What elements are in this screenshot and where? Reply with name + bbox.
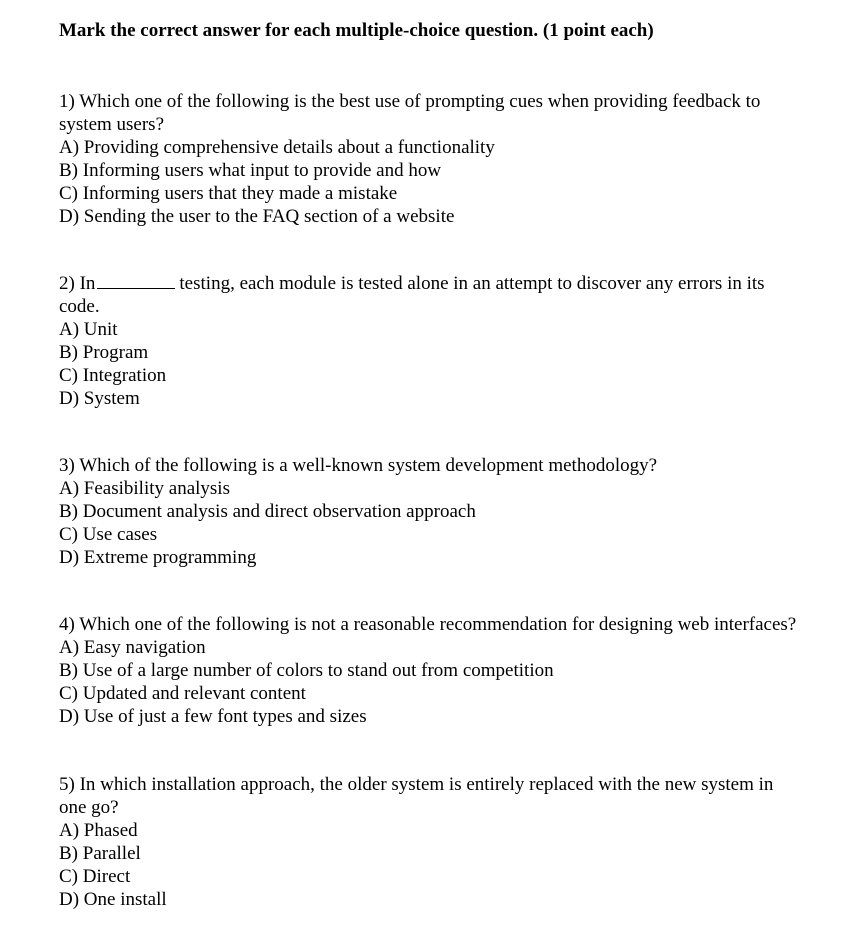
question-4-option-d[interactable]: D) Use of just a few font types and sizes (59, 706, 367, 727)
question-5-option-a[interactable]: A) Phased (59, 820, 138, 841)
question-5-option-d[interactable]: D) One install (59, 889, 167, 910)
question-5-option-b[interactable]: B) Parallel (59, 843, 141, 864)
question-1 (59, 90, 834, 228)
question-4-option-c[interactable]: C) Updated and relevant content (59, 683, 306, 704)
question-5-text-line2: one go? (59, 797, 119, 818)
question-3 (59, 454, 834, 569)
question-1-text-line2: system users? (59, 114, 165, 135)
question-3-option-a[interactable]: A) Feasibility analysis (59, 478, 230, 499)
question-5-text-line1: 5) In which installation approach, the older system is entirely replaced with the new system in (59, 774, 774, 795)
question-1-option-b[interactable]: B) Informing users what input to provide and how (59, 160, 442, 181)
question-5 (59, 773, 834, 911)
question-2-suffix: testing, each module is tested alone in an attempt to discover any errors in its (179, 273, 765, 294)
question-1-text-line1: 1) Which one of the following is the best use of prompting cues when providing feedback to (59, 91, 761, 112)
question-4 (59, 613, 834, 728)
question-4-option-a[interactable]: A) Easy navigation (59, 637, 206, 658)
question-3-text-line1: 3) Which of the following is a well-known system development methodology? (59, 455, 658, 476)
question-2 (59, 272, 834, 410)
question-2-text-line2: code. (59, 296, 100, 317)
question-2-option-a[interactable]: A) Unit (59, 319, 118, 340)
question-4-text-line1: 4) Which one of the following is not a reasonable recommendation for designing web interfaces? (59, 614, 797, 635)
question-2-option-b[interactable]: B) Program (59, 342, 149, 363)
question-2-prefix: 2) In (59, 273, 96, 294)
question-3-option-c[interactable]: C) Use cases (59, 524, 158, 545)
question-1-option-d[interactable]: D) Sending the user to the FAQ section of a website (59, 206, 455, 227)
question-3-option-d[interactable]: D) Extreme programming (59, 547, 257, 568)
question-2-text-line1 (59, 272, 834, 295)
question-1-option-a[interactable]: A) Providing comprehensive details about a functionality (59, 137, 495, 158)
question-3-option-b[interactable]: B) Document analysis and direct observation approach (59, 501, 476, 522)
question-5-option-c[interactable]: C) Direct (59, 866, 131, 887)
question-2-option-d[interactable]: D) System (59, 388, 140, 409)
question-1-option-c[interactable]: C) Informing users that they made a mistake (59, 183, 398, 204)
fill-in-blank (97, 272, 175, 289)
question-4-option-b[interactable]: B) Use of a large number of colors to stand out from competition (59, 660, 554, 681)
instructions-heading: Mark the correct answer for each multiple-choice question. (1 point each) (59, 20, 654, 41)
question-2-option-c[interactable]: C) Integration (59, 365, 167, 386)
